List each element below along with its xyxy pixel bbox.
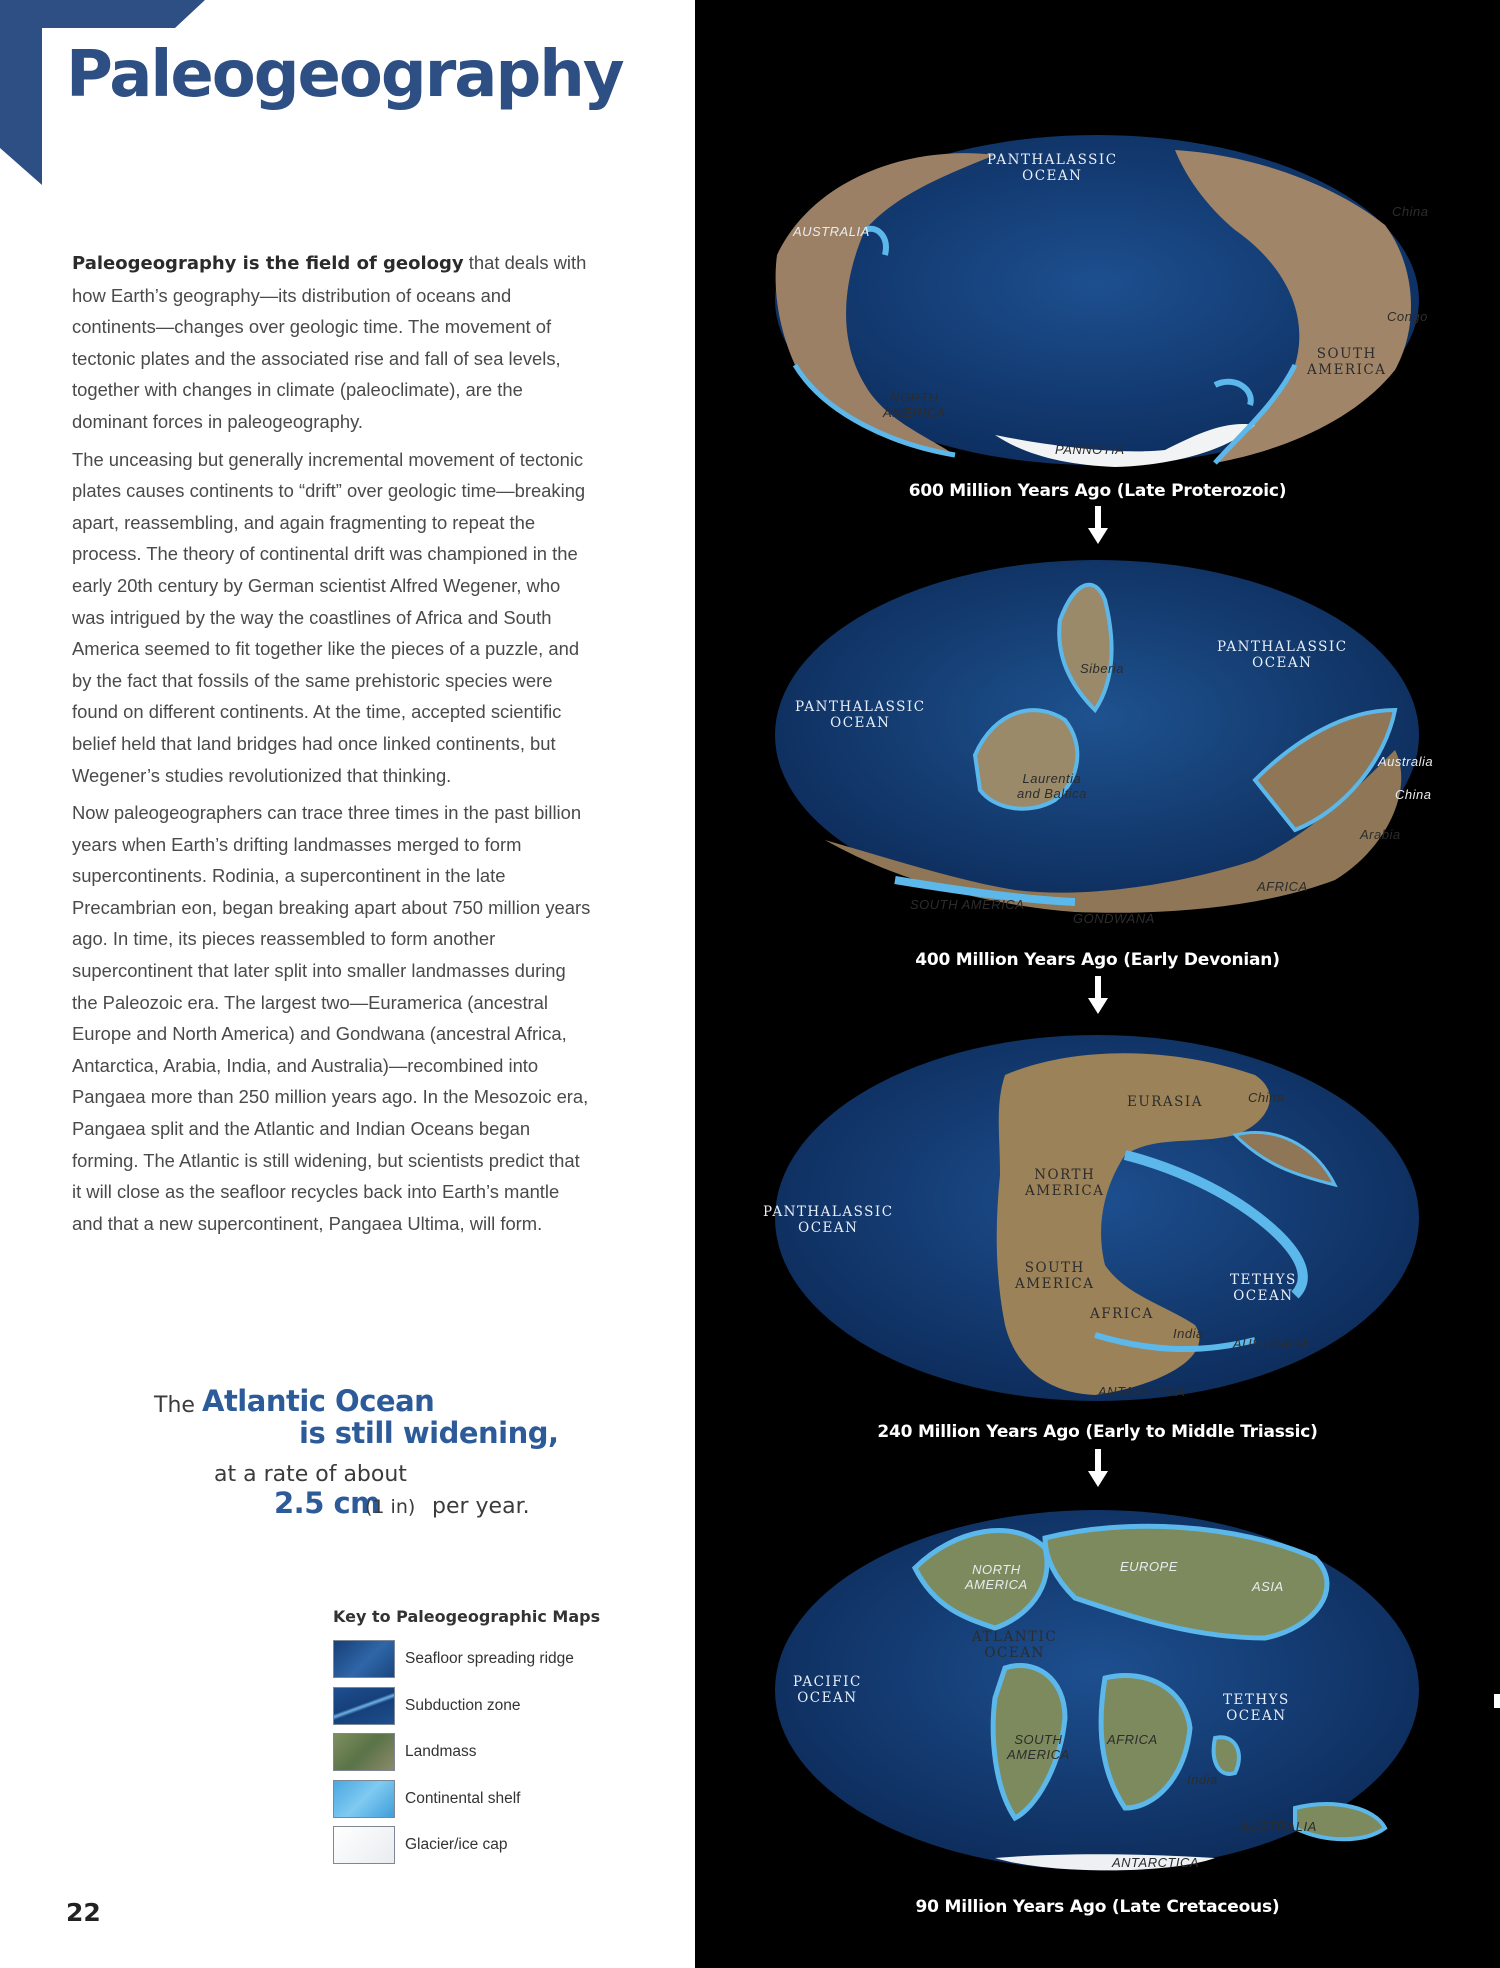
label-australia-3: AUSTRALIA [1233,1336,1310,1351]
label-south-america-3 [1015,1261,1095,1292]
label-panthalassic-3 [763,1205,894,1236]
label-text: AMERICA [1307,361,1387,378]
label-text: TETHYS [1223,1692,1290,1708]
caption-90ma: 90 Million Years Ago (Late Cretaceous) [915,1897,1280,1917]
label-text: OCEAN [1226,1707,1287,1724]
key-row-subduction [333,1683,623,1730]
label-gondwana: GONDWANA [1073,911,1155,926]
arrow-down-icon [1088,1449,1108,1489]
label-panthalassic-1 [987,153,1118,184]
caption-240ma: 240 Million Years Ago (Early to Middle Triassic) [877,1422,1318,1442]
key-row-glacier [333,1822,623,1869]
map-600ma [695,135,1500,475]
callout-atlantic: Atlantic Ocean [202,1384,435,1418]
arrow-down-icon [1088,976,1108,1016]
label-antarctica-4: ANTARCTICA [1112,1855,1200,1870]
callout-value: 2.5 cm [274,1486,380,1520]
callout-inch: (1 in) [365,1496,416,1518]
key-label-landmass: Landmass [405,1743,477,1761]
label-text: NORTH [972,1562,1021,1577]
label-africa-2: AFRICA [1257,879,1308,894]
body-text [72,247,592,1245]
glacier-swatch [333,1826,395,1864]
label-text: OCEAN [984,1644,1045,1661]
key-row-landmass [333,1729,623,1776]
label-tethys-4 [1223,1693,1290,1724]
label-text: AMERICA [883,404,946,420]
label-text: OCEAN [830,714,891,731]
label-text: PANTHALASSIC [795,699,926,715]
key-label-shelf: Continental shelf [405,1789,521,1807]
map-key [333,1607,623,1869]
shelf-swatch [333,1780,395,1818]
page-number: 22 [66,1898,101,1927]
label-india-3: India [1173,1326,1204,1341]
label-eurasia: EURASIA [1127,1094,1203,1110]
label-text: AMERICA [1025,1182,1105,1199]
label-north-america-3 [1025,1168,1105,1199]
label-china-3: China [1248,1090,1285,1105]
label-text: OCEAN [797,1689,858,1706]
label-text: PANTHALASSIC [1217,639,1348,655]
label-north-america-4 [965,1563,1028,1593]
label-text: PANTHALASSIC [987,152,1118,168]
map-panel [695,0,1500,1968]
label-text: OCEAN [1022,167,1083,184]
label-panthalassic-2b [1217,640,1348,671]
label-text: OCEAN [798,1219,859,1236]
label-australia-1: AUSTRALIA [793,224,870,239]
paragraph-1-text: that deals with how Earth’s geography—its distribution of oceans and continents—changes over geologic time. The movement of tectonic plates and the associated rise and fall of sea levels, together with changes in climate (paleoclimate), are the dominant forces in paleogeography. [72,252,587,432]
label-text: and Baltica [1017,785,1087,801]
lead-phrase: Paleogeography is the field of geology [72,253,464,274]
label-china-2: China [1395,787,1432,802]
label-china-1: China [1392,204,1429,219]
label-text: SOUTH [1316,346,1377,362]
caption-600ma: 600 Million Years Ago (Late Proterozoic) [908,481,1287,501]
label-text: OCEAN [1233,1287,1294,1304]
label-text: ATLANTIC [972,1629,1058,1645]
label-text: PANTHALASSIC [763,1204,894,1220]
key-title: Key to Paleogeographic Maps [333,1607,601,1626]
label-text: NORTH [1034,1167,1096,1183]
map-240ma [695,1035,1500,1420]
edge-mark [1494,1694,1500,1708]
label-text: TETHYS [1230,1272,1297,1288]
key-label-ridge: Seafloor spreading ridge [405,1650,574,1668]
label-text: OCEAN [1252,654,1313,671]
page-title: Paleogeography [66,38,623,112]
paragraph-2: The unceasing but generally incremental movement of tectonic plates causes continents to “drift” over geologic time—breaking apart, reassembling, and again fragmenting to repeat the process. The theory of continental drift was championed in the early 20th century by German scientist Alfred Wegener, who was intrigued by the way the coastlines of Africa and South America seemed to fit together like the pieces of a puzzle, and by the fact that fossils of the same prehistoric species were found on different continents. At the time, accepted scientific belief held that land bridges had once linked continents, but Wegener’s studies revolutionized that thinking. [72,448,586,786]
label-text: AMERICA [965,1576,1028,1592]
callout-widening: is still widening, [299,1416,559,1450]
label-europe: EUROPE [1120,1559,1178,1574]
label-text: PACIFIC [793,1674,862,1690]
subduction-swatch [333,1687,395,1725]
label-asia: ASIA [1252,1579,1284,1594]
key-label-glacier: Glacier/ice cap [405,1836,508,1854]
map-90ma [695,1508,1500,1883]
ridge-swatch [333,1640,395,1678]
label-south-america-4 [1007,1733,1070,1763]
label-laurentia [1017,772,1087,802]
landmass-swatch [333,1733,395,1771]
label-arabia: Arabia [1360,827,1401,842]
key-label-subduction: Subduction zone [405,1696,521,1714]
globe-400ma [695,560,1500,940]
caption-400ma: 400 Million Years Ago (Early Devonian) [915,950,1280,970]
label-africa-4: AFRICA [1107,1732,1158,1747]
label-africa-3: AFRICA [1090,1306,1154,1322]
label-south-america-1 [1307,347,1387,378]
key-row-shelf [333,1776,623,1823]
callout-rate: at a rate of about [214,1462,407,1487]
callout-per-year: per year. [432,1494,530,1519]
label-pacific-4 [793,1675,862,1706]
label-tethys-3 [1230,1273,1297,1304]
paragraph-1 [72,247,592,438]
label-text: SOUTH [1014,1732,1063,1747]
label-congo-1: Congo [1387,309,1428,324]
key-row-ridge [333,1636,623,1683]
label-panthalassic-2a [795,700,926,731]
label-text: NORTH [890,390,939,405]
arrow-down-icon [1088,506,1108,546]
label-text: Laurentia [1022,771,1082,786]
label-antarctica-3: ANTARCTICA [1098,1384,1186,1399]
label-south-america-2: SOUTH AMERICA [910,897,1025,912]
label-siberia: Siberia [1080,661,1124,676]
paragraph-3: Now paleogeographers can trace three times in the past billion years when Earth’s drifting landmasses merged to form supercontinents. Rodinia, a supercontinent in the late Precambrian eon, began breaking apart about 750 million years ago. In time, its pieces reassembled to form another supercontinent that later split into smaller landmasses during the Paleozoic era. The largest two—Euramerica (ancestral Europe and North America) and Gondwana (ancestral Africa, Antarctica, Arabia, India, and Australia)—recombined into Pangaea more than 250 million years ago. In the Mesozoic era, Pangaea split and the Atlantic and Indian Oceans began forming. The Atlantic is still widening, but scientists predict that it will close as the seafloor recycles back into Earth’s mantle and that a new supercontinent, Pangaea Ultima, will form. [72,802,591,1234]
globe-600ma [695,135,1500,475]
map-400ma [695,560,1500,940]
label-australia-4: AUSTRALIA [1240,1819,1317,1834]
label-north-america-1 [883,391,946,421]
label-atlantic-4 [972,1630,1057,1661]
label-text: AMERICA [1015,1275,1095,1292]
label-india-4: India [1187,1772,1218,1787]
callout-the: The [154,1393,195,1418]
label-text: SOUTH [1024,1260,1085,1276]
label-text: AMERICA [1007,1746,1070,1762]
label-australia-2: Australia [1378,754,1434,769]
label-pannotia: PANNOTIA [1055,442,1125,457]
